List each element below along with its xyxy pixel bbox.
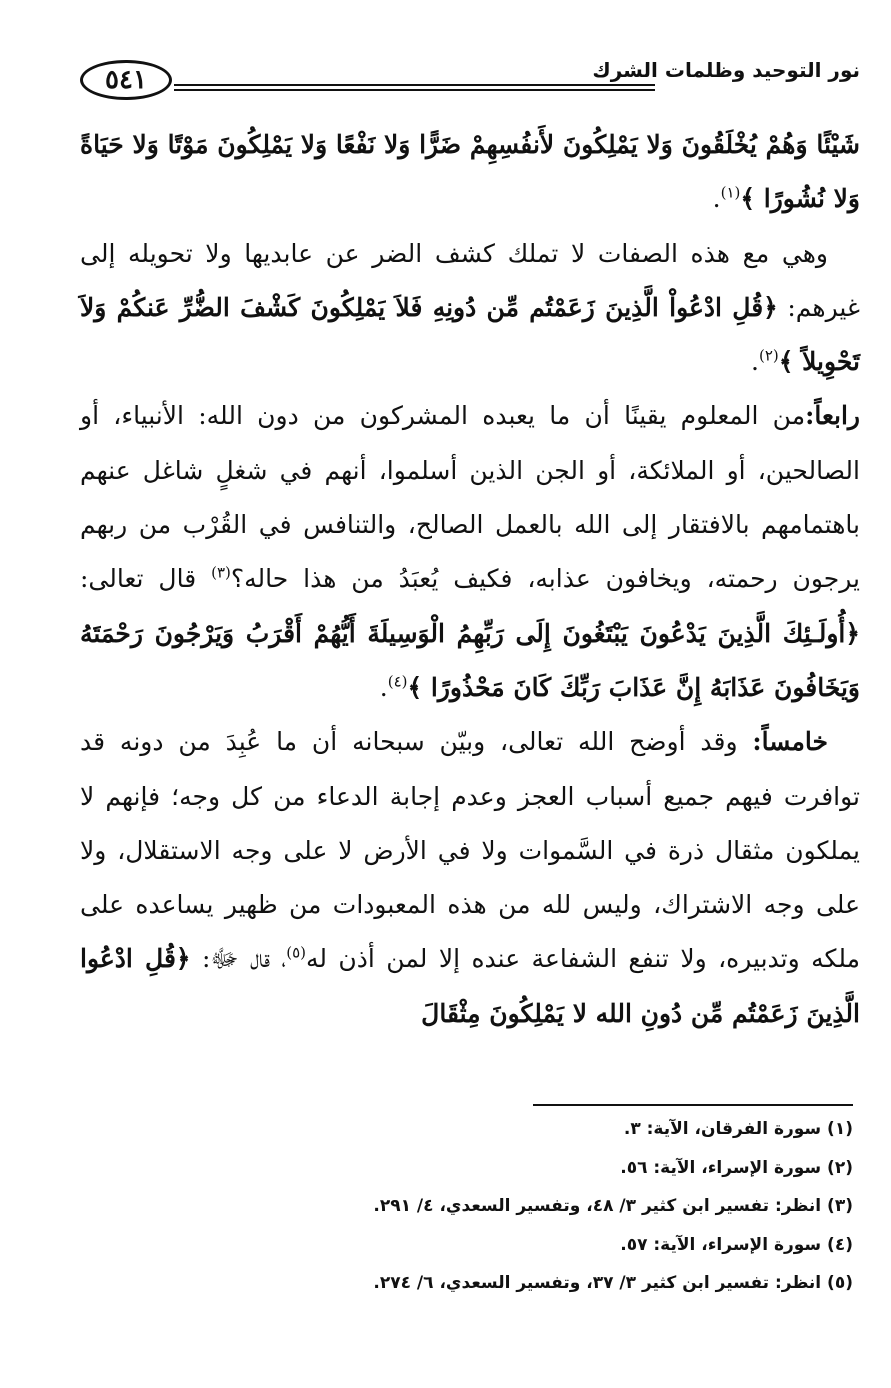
footnote-ref-1: (١) bbox=[720, 183, 741, 202]
header-rule bbox=[174, 84, 655, 91]
paragraph-end: . bbox=[379, 672, 388, 702]
paragraph-3 bbox=[80, 389, 860, 715]
page-number: ٥٤١ bbox=[80, 60, 172, 100]
section-lead: رابعاً: bbox=[805, 401, 860, 431]
footnote-2: (٢) سورة الإسراء، الآية: ٥٦. bbox=[620, 1157, 853, 1178]
section-lead: خامساً: bbox=[752, 727, 828, 757]
footnote-3: (٣) انظر: تفسير ابن كثير ٣/ ٤٨، وتفسير السعدي، ٤/ ٢٩١. bbox=[373, 1196, 853, 1216]
paragraph-text: وهي مع هذه الصفات لا تملك كشف الضر عن عابديها ولا تحويله إلى غيرهم: bbox=[80, 238, 860, 322]
footnote-4: (٤) سورة الإسراء، الآية: ٥٧. bbox=[620, 1234, 853, 1255]
paragraph-end: . bbox=[751, 347, 759, 377]
quran-verse: ﴿قُلِ ادْعُوا الَّذِينَ زَعَمْتُم مِّن دُونِ الله لا يَمْلِكُونَ مِثْقَالَ bbox=[80, 944, 860, 1028]
paragraph-2 bbox=[80, 227, 860, 390]
paragraph-text: ، قال ﷻ: bbox=[190, 944, 287, 974]
paragraph-1 bbox=[80, 118, 860, 227]
footnotes bbox=[73, 1110, 853, 1303]
footnote-ref-2: (٢) bbox=[758, 346, 779, 365]
footnote-ref-4: (٤) bbox=[387, 672, 408, 691]
page-header bbox=[80, 58, 860, 108]
quran-verse: ﴿أُولَـئِكَ الَّذِينَ يَدْعُونَ يَبْتَغُونَ إِلَى رَبِّهِمُ الْوَسِيلَةَ أَيُّهُمْ أَقْرَبُ وَيَرْجُونَ رَحْمَتَهُ وَيَخَافُونَ عَذَابَهُ إِنَّ عَذَابَ رَبِّكَ كَانَ مَحْذُورًا ﴾ bbox=[80, 618, 860, 702]
main-text bbox=[80, 118, 860, 1041]
quran-verse: ﴿قُلِ ادْعُواْ الَّذِينَ زَعَمْتُم مِّن دُونِهِ فَلاَ يَمْلِكُونَ كَشْفَ الضُّرِّ عَنكُمْ وَلاَ تَحْوِيلاً ﴾ bbox=[80, 292, 860, 377]
paragraph-end: . bbox=[712, 184, 721, 214]
footnote-1: (١) سورة الفرقان، الآية: ٣. bbox=[623, 1119, 853, 1139]
footnote-5: (٥) انظر: تفسير ابن كثير ٣/ ٣٧، وتفسير السعدي، ٦/ ٢٧٤. bbox=[373, 1273, 853, 1293]
paragraph-4 bbox=[80, 715, 860, 1041]
footnote-ref-3: (٣) bbox=[211, 564, 231, 583]
paragraph-text: وقد أوضح الله تعالى، وبيّن سبحانه أن ما عُبِدَ من دونه قد توافرت فيهم جميع أسباب العجز وعدم إجابة الدعاء من كل وجه؛ فإنهم لا يملكون مثقال ذرة في السَّموات ولا في الأرض لا على وجه الاستقلال، ولا على وجه الاشتراك، وليس لله من هذه المعبودات من ظهير يساعده على ملكه وتدبيره، ولا تنفع الشفاعة عنده إلا لمن أذن له bbox=[80, 727, 860, 974]
footnote-separator bbox=[533, 1104, 853, 1106]
running-title: نور التوحيد وظلمات الشرك bbox=[592, 58, 860, 82]
footnote-ref-5: (٥) bbox=[286, 944, 306, 963]
quran-verse: شَيْئًا وَهُمْ يُخْلَقُونَ وَلا يَمْلِكُونَ لأَنفُسِهِمْ ضَرًّا وَلا نَفْعًا وَلا يَمْلِكُونَ مَوْتًا وَلا حَيَاةً وَلا نُشُورًا ﴾ bbox=[80, 130, 860, 214]
paragraph-text: قال تعالى: bbox=[80, 564, 212, 594]
paragraph-text: من المعلوم يقينًا أن ما يعبده المشركون من دون الله: الأنبياء، أو الصالحين، أو الملائكة، أو الجن الذين أسلموا، أنهم في شغلٍ شاغل عنهم باهتمامهم بالافتقار إلى الله بالعمل الصالح، والتنافس في القُرْب من ربهم يرجون رحمته، ويخافون عذابه، فكيف يُعبَدُ من هذا حاله؟ bbox=[80, 401, 860, 594]
